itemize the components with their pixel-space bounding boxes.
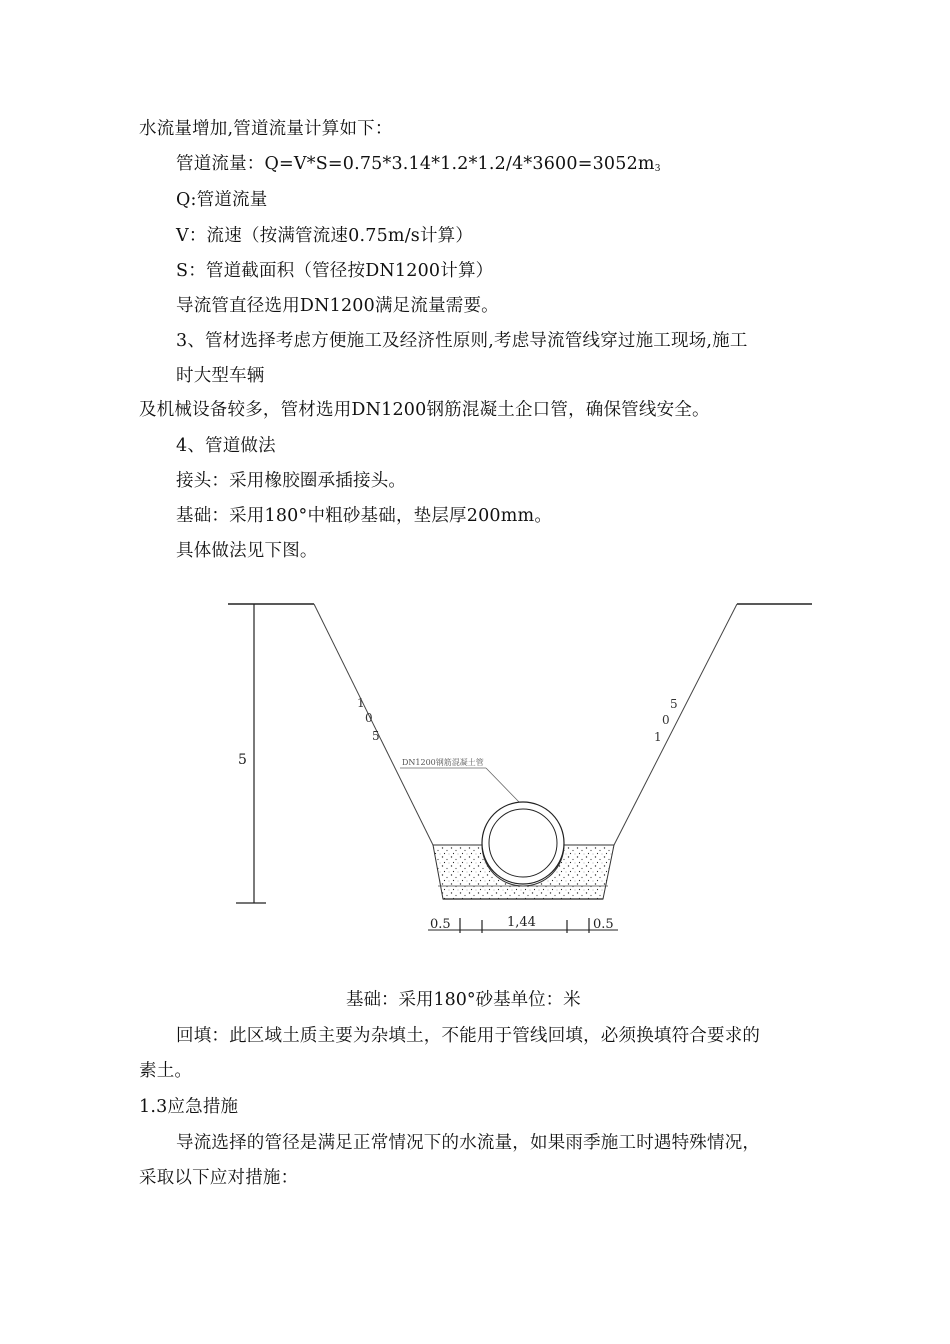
dim-label-middle: 1,44 bbox=[507, 915, 536, 930]
pipe-label: DN1200钢筋混凝土管 bbox=[402, 758, 484, 767]
text-line: 导流管直径选用DN1200满足流量需要。 bbox=[176, 296, 499, 316]
text-line: 及机械设备较多，管材选用DN1200钢筋混凝土企口管，确保管线安全。 bbox=[139, 400, 710, 420]
text-line: 具体做法见下图。 bbox=[176, 541, 318, 561]
trench-section-diagram bbox=[0, 560, 950, 990]
figure-caption: 基础：采用180°砂基单位：米 bbox=[346, 990, 581, 1010]
text-line: V：流速（按满管流速0.75m/s计算） bbox=[176, 226, 474, 246]
right-slope-ratio-1: 5 bbox=[670, 697, 678, 711]
left-slope-ratio-1: 1 bbox=[357, 696, 365, 710]
text-line: Q:管道流量 bbox=[176, 190, 268, 210]
dim-label-left: 0.5 bbox=[430, 917, 451, 932]
left-slope-line bbox=[314, 604, 433, 845]
text-line: 时大型车辆 bbox=[176, 366, 265, 386]
text-line: 素土。 bbox=[139, 1061, 193, 1081]
dim-label-right: 0.5 bbox=[593, 917, 614, 932]
section-heading: 1.3应急措施 bbox=[139, 1097, 239, 1117]
text-line: S：管道截面积（管径按DN1200计算） bbox=[176, 261, 494, 281]
depth-label: 5 bbox=[238, 752, 247, 768]
text-line: 导流选择的管径是满足正常情况下的水流量，如果雨季施工时遇特殊情况， bbox=[176, 1133, 761, 1153]
text-line: 基础：采用180°中粗砂基础，垫层厚200mm。 bbox=[176, 506, 553, 526]
text-line: 4、管道做法 bbox=[176, 436, 276, 456]
pipe-inner-wall bbox=[489, 809, 557, 877]
text-line: 接头：采用橡胶圈承插接头。 bbox=[176, 471, 407, 491]
text-line bbox=[176, 152, 661, 181]
left-slope-ratio-2: 0 bbox=[365, 711, 373, 725]
right-slope-ratio-3: 1 bbox=[654, 730, 662, 744]
text-line: 水流量增加,管道流量计算如下： bbox=[139, 119, 393, 139]
right-slope-line bbox=[614, 604, 737, 845]
text-line: 采取以下应对措施： bbox=[139, 1168, 299, 1188]
right-slope-ratio-2: 0 bbox=[662, 713, 670, 727]
left-slope-ratio-3: 5 bbox=[372, 729, 380, 743]
pipe-leader-line bbox=[486, 768, 520, 803]
text-line: 回填：此区域土质主要为杂填土，不能用于管线回填，必须换填符合要求的 bbox=[176, 1026, 761, 1046]
flow-unit-superscript: 3 bbox=[654, 164, 661, 174]
text-line: 3、管材选择考虑方便施工及经济性原则,考虑导流管线穿过施工现场,施工 bbox=[176, 331, 748, 351]
flow-formula: 管道流量：Q=V*S=0.75*3.14*1.2*1.2/4*3600=3052m bbox=[176, 154, 655, 174]
